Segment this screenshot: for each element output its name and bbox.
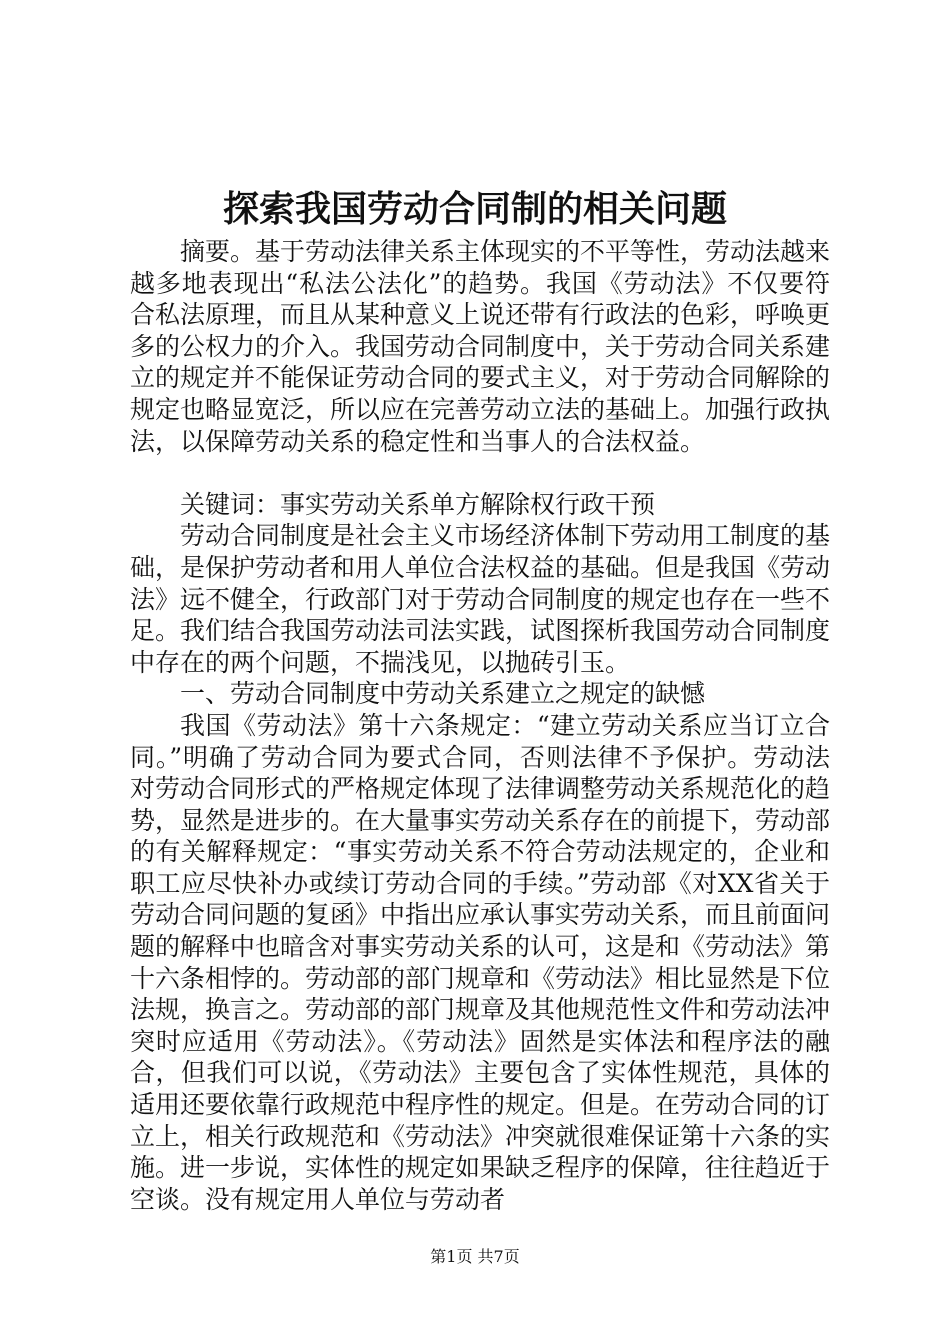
- section-paragraph: 我国《劳动法》第十六条规定：“建立劳动关系应当订立合同。”明确了劳动合同为要式合同，否则法律不予保护。劳动法对劳动合同形式的严格规定体现了法律调整劳动关系规范化的趋势，显然是进步的。在大量事实劳动关系存在的前提下，劳动部的有关解释规定：“事实劳动关系不符合劳动法规定的，企业和职工应尽快补办或续订劳动合同的手续。”劳动部《对XX省关于劳动合同问题的复函》中指出应承认事实劳动关系，而且前面问题的解释中也暗含对事实劳动关系的认可，这是和《劳动法》第十六条相悖的。劳动部的部门规章和《劳动法》相比显然是下位法规，换言之。劳动部的部门规章及其他规范性文件和劳动法冲突时应适用《劳动法》。《劳动法》固然是实体法和程序法的融合，但我们可以说，《劳动法》主要包含了实体性规范，具体的适用还要依靠行政规范中程序性的规定。但是。在劳动合同的订立上，相关行政规范和《劳动法》冲突就很难保证第十六条的实施。进一步说，实体性的规定如果缺乏程序的保障，往往趋近于空谈。没有规定用人单位与劳动者: [130, 710, 831, 1214]
- keywords-line: 关键词：事实劳动关系单方解除权行政干预: [180, 489, 656, 519]
- document-body: [130, 236, 830, 1215]
- section-heading: 一、劳动合同制度中劳动关系建立之规定的缺憾: [180, 679, 706, 709]
- intro-paragraph: 劳动合同制度是社会主义市场经济体制下劳动用工制度的基础，是保护劳动者和用人单位合法权益的基础。但是我国《劳动法》远不健全，行政部门对于劳动合同制度的规定也存在一些不足。我们结合我国劳动法司法实践，试图探析我国劳动合同制度中存在的两个问题，不揣浅见，以抛砖引玉。: [130, 521, 831, 677]
- page-footer: 第1页 共7页: [430, 1247, 520, 1266]
- abstract-paragraph: 摘要。基于劳动法律关系主体现实的不平等性，劳动法越来越多地表现出“私法公法化”的趋势。我国《劳动法》不仅要符合私法原理，而且从某种意义上说还带有行政法的色彩，呼唤更多的公权力的介入。我国劳动合同制度中，关于劳动合同关系建立的规定并不能保证劳动合同的要式主义，对于劳动合同解除的规定也略显宽泛，所以应在完善劳动立法的基础上。加强行政执法，以保障劳动关系的稳定性和当事人的合法权益。: [130, 237, 831, 456]
- page-title: 探索我国劳动合同制的相关问题: [222, 188, 727, 230]
